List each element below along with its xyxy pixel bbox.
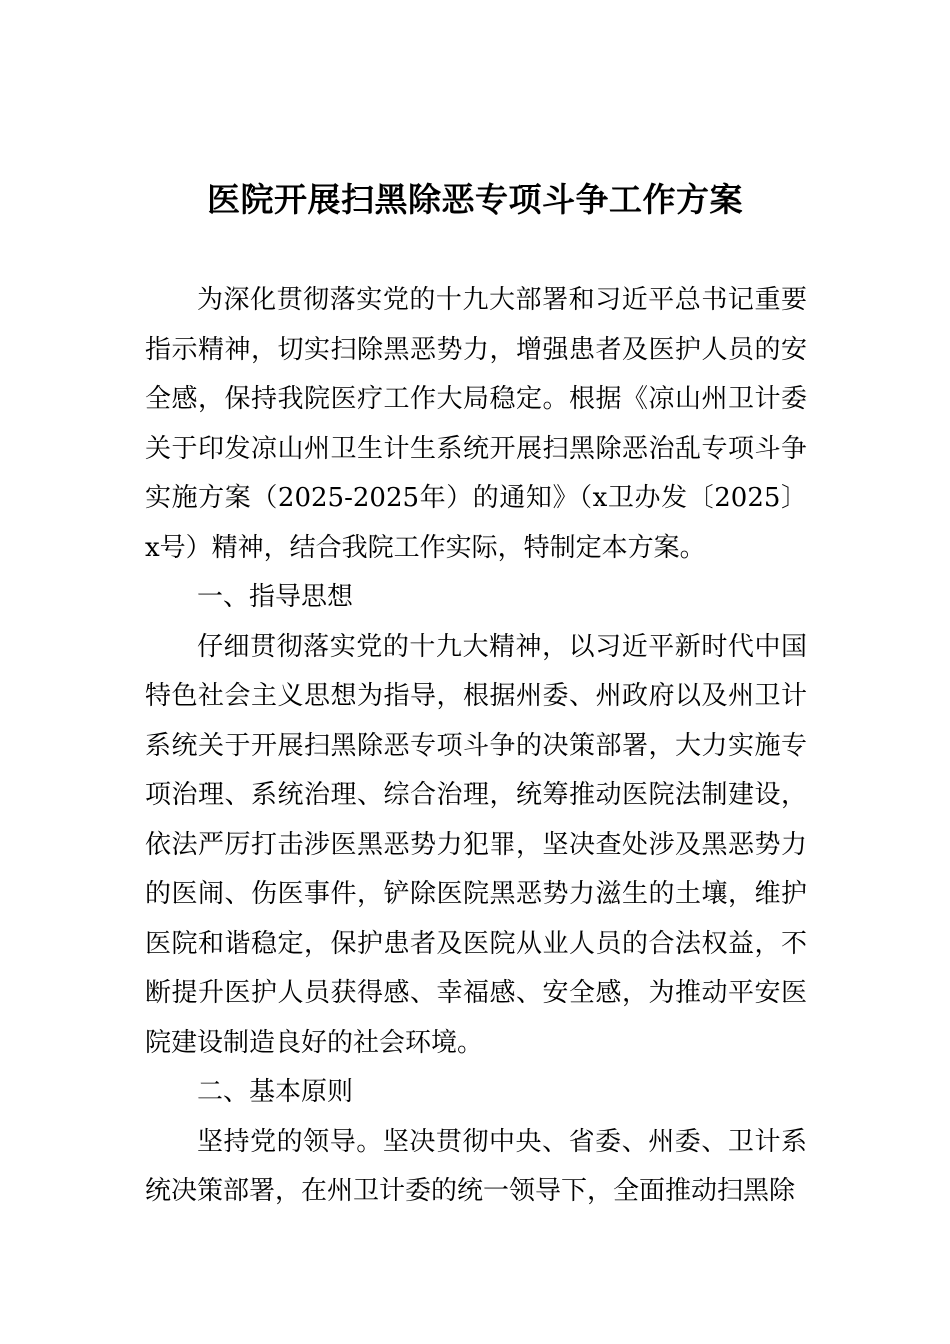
paragraph-intro: 为深化贯彻落实党的十九大部署和习近平总书记重要指示精神，切实扫除黑恶势力，增强患者及医护人员的安全感，保持我院医疗工作大局稳定。根据《凉山州卫计委关于印发凉山州卫生计生系统开展扫黑除恶治乱专项斗争实施方案（2025-2025年）的通知》（x卫办发〔2025〕x号）精神，结合我院工作实际，特制定本方案。 — [145, 285, 807, 563]
document-body — [145, 276, 807, 1217]
section-heading-guiding-ideology: 一、指导思想 — [197, 582, 354, 612]
document-title: 医院开展扫黑除恶专项斗争工作方案 — [207, 180, 743, 219]
paragraph-basic-principles: 坚持党的领导。坚决贯彻中央、省委、州委、卫计系统决策部署，在州卫计委的统一领导下，全面推动扫黑除 — [145, 1126, 807, 1206]
section-heading-basic-principles: 二、基本原则 — [197, 1077, 354, 1107]
paragraph-guiding-ideology: 仔细贯彻落实党的十九大精神，以习近平新时代中国特色社会主义思想为指导，根据州委、州政府以及州卫计系统关于开展扫黑除恶专项斗争的决策部署，大力实施专项治理、系统治理、综合治理，统筹推动医院法制建设，依法严厉打击涉医黑恶势力犯罪，坚决查处涉及黑恶势力的医闹、伤医事件，铲除医院黑恶势力滋生的土壤，维护医院和谐稳定，保护患者及医院从业人员的合法权益，不断提升医护人员获得感、幸福感、安全感，为推动平安医院建设制造良好的社会环境。 — [145, 631, 807, 1058]
